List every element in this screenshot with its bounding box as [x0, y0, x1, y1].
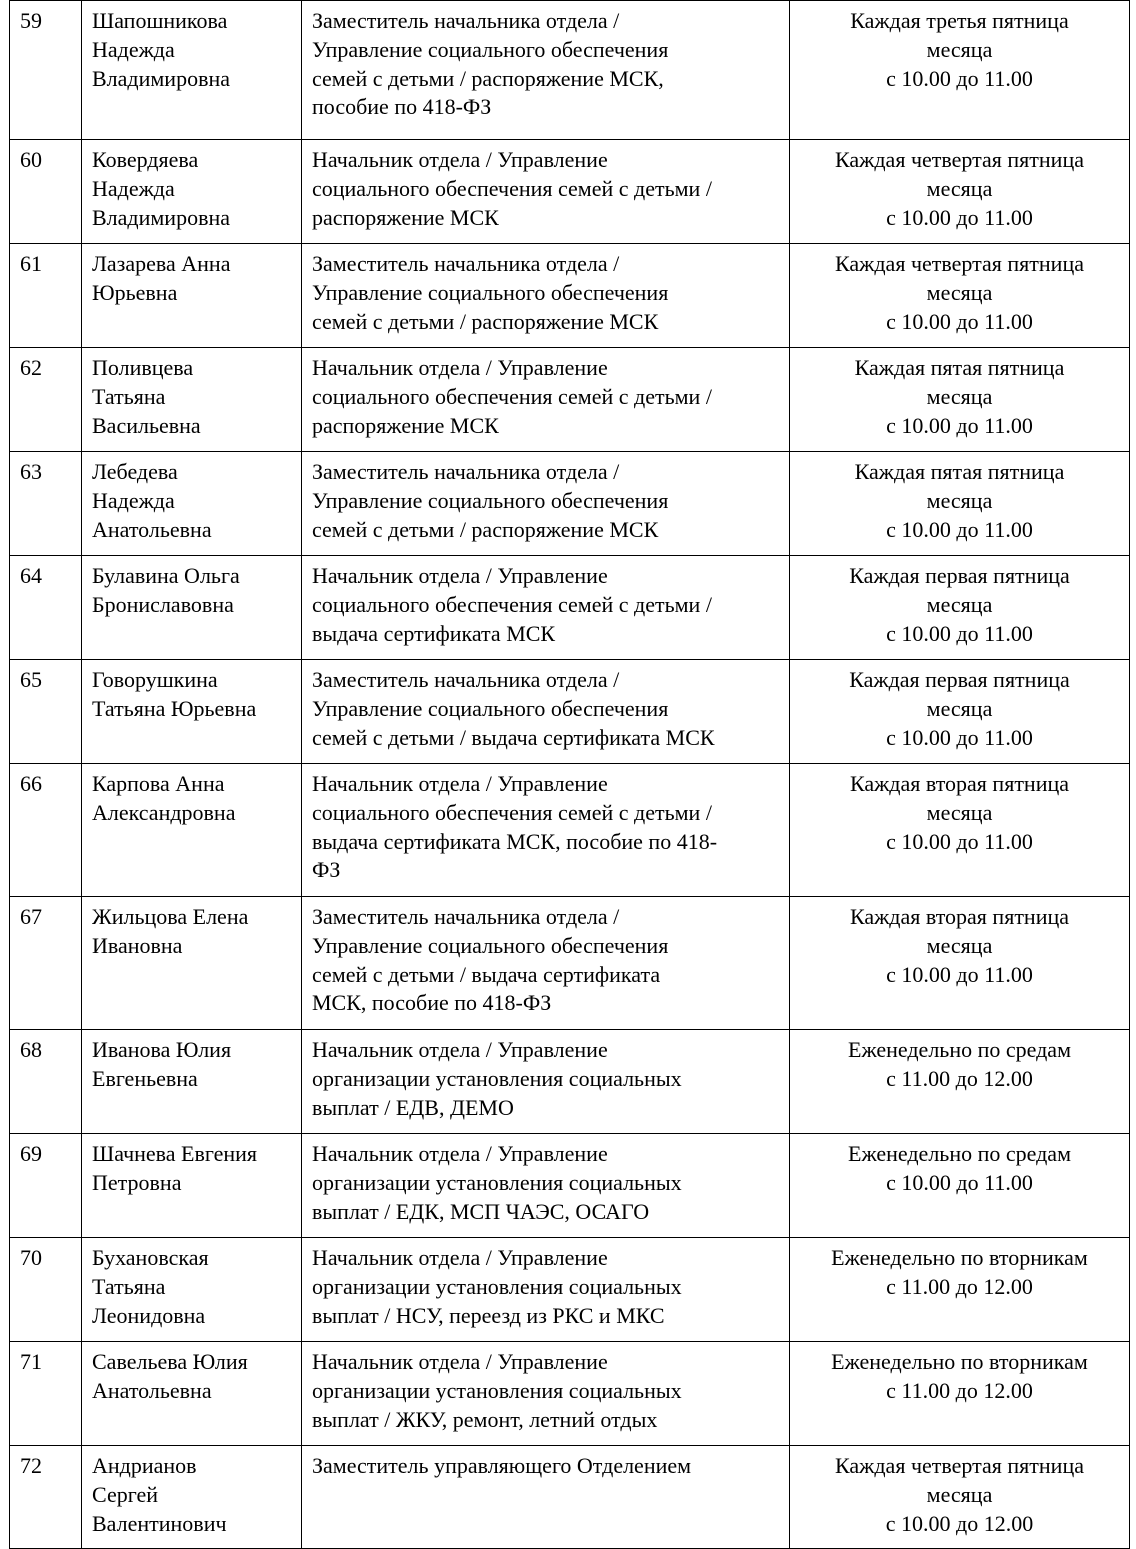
reception-time-line: месяца — [926, 591, 993, 617]
row-number: 71 — [20, 1349, 42, 1374]
reception-time-line: месяца — [926, 695, 993, 721]
employee-position-line: выплат / ЕДК, МСП ЧАЭС, ОСАГО — [312, 1198, 650, 1224]
employee-name-line: Петровна — [92, 1169, 182, 1195]
table-row — [10, 1030, 1130, 1134]
employee-position-line: социального обеспечения семей с детьми / — [312, 591, 712, 617]
employee-position-line: Начальник отдела / Управление — [312, 355, 608, 380]
row-number: 63 — [20, 459, 42, 484]
reception-time-line: Каждая первая пятница — [849, 667, 1070, 692]
employee-position-line: организации установления социальных — [312, 1377, 682, 1403]
reception-time-line: с 10.00 до 11.00 — [886, 308, 1033, 334]
row-number: 59 — [20, 8, 42, 33]
row-number-cell — [10, 556, 82, 660]
employee-position-cell — [302, 556, 790, 660]
employee-name-line: Поливцева — [92, 355, 194, 380]
employee-name-line: Андрианов — [92, 1453, 197, 1478]
employee-name-line: Савельева Юлия — [92, 1349, 248, 1374]
reception-time-line: с 10.00 до 11.00 — [886, 1169, 1033, 1195]
reception-time-cell — [790, 244, 1130, 348]
employee-position-cell — [302, 244, 790, 348]
reception-schedule-table — [9, 0, 1130, 1549]
reception-time-line: Каждая пятая пятница — [854, 355, 1065, 380]
row-number-cell — [10, 1030, 82, 1134]
employee-position-line: Управление социального обеспечения — [312, 487, 669, 513]
employee-position-cell — [302, 140, 790, 244]
employee-position-line: Заместитель начальника отдела / — [312, 251, 620, 276]
employee-position-line: Начальник отдела / Управление — [312, 563, 608, 588]
table-row — [10, 348, 1130, 452]
employee-name-line: Брониславовна — [92, 591, 234, 617]
row-number-cell — [10, 764, 82, 897]
employee-name-line: Шапошникова — [92, 8, 228, 33]
employee-position-line: Заместитель начальника отдела / — [312, 8, 620, 33]
employee-name-line: Татьяна — [92, 1273, 166, 1299]
employee-position-line: ФЗ — [312, 857, 341, 883]
employee-name-line: Татьяна Юрьевна — [92, 695, 257, 721]
row-number: 67 — [20, 904, 42, 929]
reception-time-line: Каждая вторая пятница — [849, 904, 1070, 929]
employee-name-line: Надежда — [92, 175, 175, 201]
reception-time-line: месяца — [926, 175, 993, 201]
reception-time-line: месяца — [926, 383, 993, 409]
reception-time-line: с 10.00 до 11.00 — [886, 620, 1033, 646]
reception-time-cell — [790, 1342, 1130, 1446]
employee-position-line: Начальник отдела / Управление — [312, 1245, 608, 1270]
employee-name-line: Татьяна — [92, 383, 166, 409]
reception-time-line: месяца — [926, 932, 993, 958]
employee-position-line: Управление социального обеспечения — [312, 695, 669, 721]
row-number: 66 — [20, 771, 42, 796]
reception-time-line: месяца — [926, 1481, 993, 1507]
reception-time-line: месяца — [926, 279, 993, 305]
employee-position-cell — [302, 1, 790, 140]
employee-position-line: выдача сертификата МСК — [312, 620, 556, 646]
employee-name-cell — [82, 1134, 302, 1238]
row-number: 64 — [20, 563, 42, 588]
employee-position-line: семей с детьми / распоряжение МСК — [312, 308, 659, 334]
reception-time-cell — [790, 1134, 1130, 1238]
reception-time-line: Еженедельно по средам — [848, 1037, 1071, 1062]
row-number-cell — [10, 452, 82, 556]
employee-position-line: выплат / ЕДВ, ДЕМО — [312, 1094, 514, 1120]
row-number-cell — [10, 244, 82, 348]
reception-time-line: с 10.00 до 11.00 — [886, 724, 1033, 750]
reception-time-line: Каждая третья пятница — [850, 8, 1069, 33]
reception-time-line: месяца — [926, 36, 993, 62]
table-row — [10, 660, 1130, 764]
employee-position-line: семей с детьми / распоряжение МСК — [312, 516, 659, 542]
reception-time-cell — [790, 348, 1130, 452]
reception-time-line: Каждая четвертая пятница — [835, 251, 1084, 276]
employee-position-cell — [302, 1134, 790, 1238]
employee-name-cell — [82, 556, 302, 660]
reception-time-cell — [790, 660, 1130, 764]
table-row — [10, 1134, 1130, 1238]
employee-name-line: Ковердяева — [92, 147, 199, 172]
reception-time-line: с 10.00 до 12.00 — [885, 1510, 1034, 1536]
employee-name-cell — [82, 1342, 302, 1446]
reception-time-line: Каждая четвертая пятница — [835, 1453, 1084, 1478]
employee-name-line: Лазарева Анна — [92, 251, 231, 276]
employee-position-cell — [302, 897, 790, 1030]
row-number-cell — [10, 1342, 82, 1446]
employee-name-cell — [82, 764, 302, 897]
reception-time-line: месяца — [926, 487, 993, 513]
table-row — [10, 764, 1130, 897]
row-number: 68 — [20, 1037, 42, 1062]
employee-position-line: организации установления социальных — [312, 1273, 682, 1299]
employee-name-line: Шачнева Евгения — [92, 1141, 258, 1166]
employee-name-line: Говорушкина — [92, 667, 218, 692]
employee-position-cell — [302, 660, 790, 764]
employee-position-cell — [302, 1446, 790, 1549]
reception-time-line: Еженедельно по вторникам — [831, 1349, 1088, 1374]
employee-name-line: Бухановская — [92, 1245, 209, 1270]
reception-time-line: с 10.00 до 11.00 — [886, 961, 1033, 987]
employee-position-line: МСК, пособие по 418-ФЗ — [312, 990, 552, 1016]
row-number: 69 — [20, 1141, 42, 1166]
employee-position-line: Заместитель начальника отдела / — [312, 667, 620, 692]
employee-position-line: организации установления социальных — [312, 1065, 682, 1091]
table-row — [10, 452, 1130, 556]
employee-name-line: Владимировна — [92, 65, 231, 91]
employee-name-line: Жильцова Елена — [92, 904, 249, 929]
employee-position-line: организации установления социальных — [312, 1169, 682, 1195]
employee-name-cell — [82, 348, 302, 452]
employee-name-line: Александровна — [92, 799, 236, 825]
employee-position-cell — [302, 348, 790, 452]
employee-name-cell — [82, 1030, 302, 1134]
employee-position-line: Заместитель начальника отдела / — [312, 904, 620, 929]
employee-position-line: социального обеспечения семей с детьми / — [312, 383, 712, 409]
reception-time-line: с 10.00 до 11.00 — [886, 516, 1033, 542]
table-row — [10, 244, 1130, 348]
employee-position-line: социального обеспечения семей с детьми / — [312, 175, 712, 201]
employee-name-cell — [82, 244, 302, 348]
row-number: 61 — [20, 251, 42, 276]
table-row — [10, 140, 1130, 244]
employee-position-line: Начальник отдела / Управление — [312, 1349, 608, 1374]
employee-name-line: Карпова Анна — [92, 771, 225, 796]
employee-position-line: Управление социального обеспечения — [312, 279, 669, 305]
employee-name-line: Валентинович — [92, 1510, 227, 1536]
employee-position-cell — [302, 764, 790, 897]
table-body — [10, 1, 1130, 1549]
employee-name-line: Анатольевна — [92, 1377, 212, 1403]
table-row — [10, 1342, 1130, 1446]
row-number-cell — [10, 1, 82, 140]
reception-time-line: с 10.00 до 11.00 — [886, 204, 1033, 230]
employee-position-line: семей с детьми / выдача сертификата — [312, 961, 661, 987]
employee-position-line: семей с детьми / выдача сертификата МСК — [312, 724, 715, 750]
reception-time-line: Еженедельно по вторникам — [831, 1245, 1088, 1270]
employee-name-cell — [82, 660, 302, 764]
employee-name-cell — [82, 1446, 302, 1549]
employee-name-line: Сергей — [92, 1481, 158, 1507]
employee-position-line: распоряжение МСК — [312, 204, 499, 230]
row-number-cell — [10, 140, 82, 244]
employee-position-cell — [302, 452, 790, 556]
employee-position-line: выдача сертификата МСК, пособие по 418- — [312, 828, 718, 854]
employee-position-line: выплат / НСУ, переезд из РКС и МКС — [312, 1302, 665, 1328]
reception-time-cell — [790, 1030, 1130, 1134]
employee-position-line: социального обеспечения семей с детьми / — [312, 799, 712, 825]
row-number: 62 — [20, 355, 42, 380]
reception-time-line: с 10.00 до 11.00 — [886, 65, 1033, 91]
employee-name-cell — [82, 1238, 302, 1342]
row-number-cell — [10, 1238, 82, 1342]
row-number-cell — [10, 1446, 82, 1549]
employee-name-line: Юрьевна — [92, 279, 178, 305]
row-number-cell — [10, 660, 82, 764]
table-row — [10, 556, 1130, 660]
employee-position-line: Заместитель управляющего Отделением — [312, 1453, 692, 1478]
employee-name-cell — [82, 452, 302, 556]
row-number-cell — [10, 897, 82, 1030]
employee-position-line: Начальник отдела / Управление — [312, 1037, 608, 1062]
employee-name-line: Надежда — [92, 487, 175, 513]
reception-time-line: Каждая пятая пятница — [854, 459, 1065, 484]
reception-time-line: с 10.00 до 11.00 — [886, 412, 1033, 438]
employee-position-line: Начальник отдела / Управление — [312, 1141, 608, 1166]
employee-position-line: Управление социального обеспечения — [312, 932, 669, 958]
reception-time-line: Каждая первая пятница — [849, 563, 1070, 588]
employee-position-line: распоряжение МСК — [312, 412, 499, 438]
employee-name-cell — [82, 140, 302, 244]
employee-name-line: Анатольевна — [92, 516, 212, 542]
employee-name-line: Иванова Юлия — [92, 1037, 232, 1062]
reception-time-cell — [790, 764, 1130, 897]
table-row — [10, 1, 1130, 140]
reception-time-cell — [790, 1446, 1130, 1549]
row-number: 65 — [20, 667, 42, 692]
row-number-cell — [10, 1134, 82, 1238]
reception-time-cell — [790, 556, 1130, 660]
table-row — [10, 1238, 1130, 1342]
employee-position-line: выплат / ЖКУ, ремонт, летний отдых — [312, 1406, 658, 1432]
reception-time-line: Каждая четвертая пятница — [835, 147, 1084, 172]
row-number: 70 — [20, 1245, 42, 1270]
employee-position-line: семей с детьми / распоряжение МСК, — [312, 65, 664, 91]
reception-time-line: Еженедельно по средам — [848, 1141, 1071, 1166]
employee-name-line: Ивановна — [92, 932, 183, 958]
employee-position-cell — [302, 1030, 790, 1134]
employee-name-line: Булавина Ольга — [92, 563, 240, 588]
reception-time-line: месяца — [926, 799, 993, 825]
employee-name-line: Лебедева — [92, 459, 178, 484]
reception-time-line: с 10.00 до 11.00 — [886, 828, 1033, 854]
reception-time-line: с 11.00 до 12.00 — [886, 1065, 1033, 1091]
employee-name-cell — [82, 1, 302, 140]
employee-position-line: пособие по 418-ФЗ — [312, 94, 492, 120]
employee-position-cell — [302, 1238, 790, 1342]
employee-position-cell — [302, 1342, 790, 1446]
row-number: 72 — [20, 1453, 42, 1478]
reception-time-line: с 11.00 до 12.00 — [886, 1377, 1033, 1403]
reception-time-line: с 11.00 до 12.00 — [886, 1273, 1033, 1299]
reception-time-cell — [790, 140, 1130, 244]
employee-position-line: Начальник отдела / Управление — [312, 771, 608, 796]
reception-time-cell — [790, 452, 1130, 556]
employee-position-line: Начальник отдела / Управление — [312, 147, 608, 172]
row-number-cell — [10, 348, 82, 452]
row-number: 60 — [20, 147, 42, 172]
employee-name-line: Леонидовна — [92, 1302, 206, 1328]
employee-name-line: Васильевна — [92, 412, 201, 438]
employee-name-line: Владимировна — [92, 204, 231, 230]
table-row — [10, 1446, 1130, 1549]
reception-time-line: Каждая вторая пятница — [849, 771, 1070, 796]
employee-position-line: Управление социального обеспечения — [312, 36, 669, 62]
employee-position-line: Заместитель начальника отдела / — [312, 459, 620, 484]
reception-time-cell — [790, 1, 1130, 140]
reception-time-cell — [790, 897, 1130, 1030]
employee-name-cell — [82, 897, 302, 1030]
employee-name-line: Евгеньевна — [92, 1065, 198, 1091]
table-row — [10, 897, 1130, 1030]
employee-name-line: Надежда — [92, 36, 175, 62]
reception-time-cell — [790, 1238, 1130, 1342]
